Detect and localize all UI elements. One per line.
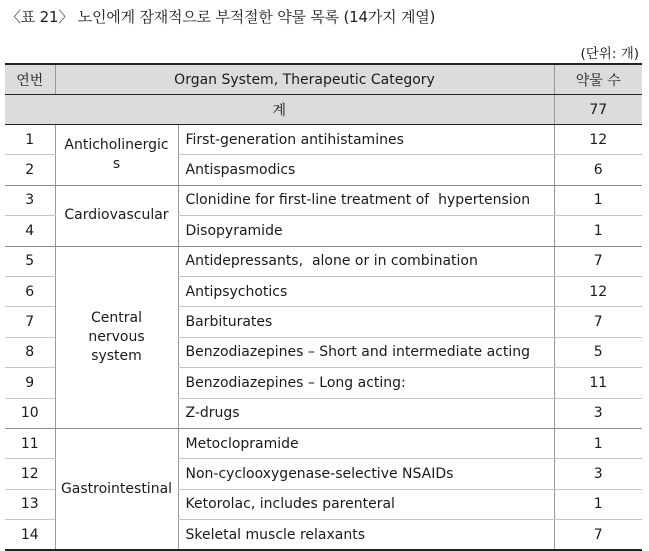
row-no: 11 (5, 428, 55, 458)
row-no: 6 (5, 276, 55, 306)
table-row (5, 428, 642, 458)
row-count: 3 (554, 459, 642, 489)
table-row (5, 185, 642, 215)
row-category: Antidepressants, alone or in combination (178, 246, 554, 276)
row-no: 13 (5, 489, 55, 519)
row-category: Ketorolac, includes parenteral (178, 489, 554, 519)
header-no: 연번 (5, 64, 55, 95)
table-title: 〈표 21〉 노인에게 잠재적으로 부적절한 약물 목록 (14가지 계열) (6, 8, 436, 26)
row-count: 7 (554, 307, 642, 337)
row-no: 10 (5, 398, 55, 428)
system-anticholinergics (55, 125, 178, 186)
total-count: 77 (554, 95, 642, 125)
row-count: 1 (554, 216, 642, 246)
row-no: 4 (5, 216, 55, 246)
row-category: Clonidine for first-line treatment of hypertension (178, 185, 554, 215)
system-gastrointestinal (55, 428, 178, 550)
row-count: 1 (554, 428, 642, 458)
row-no: 3 (5, 185, 55, 215)
row-count: 7 (554, 246, 642, 276)
row-count: 5 (554, 337, 642, 367)
row-category: First-generation antihistamines (178, 125, 554, 155)
row-count: 11 (554, 368, 642, 398)
row-category: Antipsychotics (178, 276, 554, 306)
row-count: 12 (554, 125, 642, 155)
header-count: 약물 수 (554, 64, 642, 95)
row-category: Benzodiazepines – Long acting: (178, 368, 554, 398)
row-category: Disopyramide (178, 216, 554, 246)
row-no: 8 (5, 337, 55, 367)
row-count: 3 (554, 398, 642, 428)
row-no: 5 (5, 246, 55, 276)
system-label: Anticholinergic s (64, 136, 169, 172)
row-category: Barbiturates (178, 307, 554, 337)
system-central-nervous (55, 246, 178, 428)
table-row (5, 125, 642, 155)
row-no: 14 (5, 520, 55, 551)
row-count: 1 (554, 185, 642, 215)
total-row (5, 95, 642, 125)
row-count: 7 (554, 520, 642, 551)
row-no: 1 (5, 125, 55, 155)
header-category: Organ System, Therapeutic Category (55, 64, 554, 95)
row-no: 7 (5, 307, 55, 337)
row-count: 12 (554, 276, 642, 306)
table-row (5, 246, 642, 276)
system-label: Central nervous system (88, 309, 145, 364)
row-category: Benzodiazepines – Short and intermediate acting (178, 337, 554, 367)
row-category: Metoclopramide (178, 428, 554, 458)
row-no: 2 (5, 155, 55, 185)
drug-list-table (5, 63, 642, 551)
row-category: Skeletal muscle relaxants (178, 520, 554, 551)
row-no: 9 (5, 368, 55, 398)
system-label: Gastrointestinal (60, 480, 173, 497)
row-category: Non-cyclooxygenase-selective NSAIDs (178, 459, 554, 489)
unit-note: (단위: 개) (580, 46, 639, 62)
system-label: Cardiovascular (64, 207, 169, 224)
row-category: Z-drugs (178, 398, 554, 428)
row-count: 6 (554, 155, 642, 185)
header-row (5, 64, 642, 95)
system-cardiovascular (55, 185, 178, 246)
row-no: 12 (5, 459, 55, 489)
total-label: 계 (5, 95, 554, 125)
row-category: Antispasmodics (178, 155, 554, 185)
row-count: 1 (554, 489, 642, 519)
